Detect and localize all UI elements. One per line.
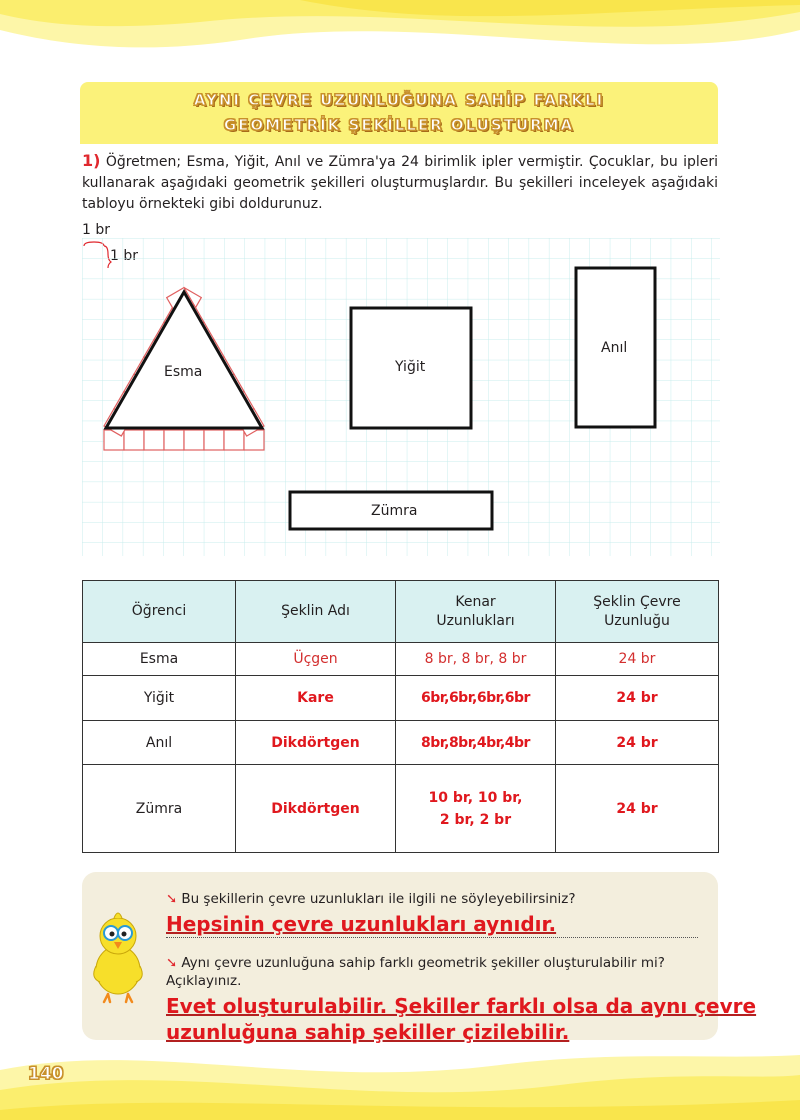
row-shape: Üçgen [236,643,396,676]
zumra-label: Zümra [371,503,418,519]
qa-question-1-text: Bu şekillerin çevre uzunlukları ile ilgili ne söyleyebilirsiniz? [181,891,576,907]
qa-answer-2-line2: uzunluğuna sahip şekiller çizilebilir. [166,1020,570,1044]
question-text [82,150,718,215]
header-perimeter-line1: Şeklin Çevre [593,593,681,610]
table-header-row [83,581,719,643]
qa-answer-1: Hepsinin çevre uzunlukları aynıdır. [166,912,557,936]
row-sides [396,765,556,853]
row-sides-line1: 10 br, 10 br, [428,789,523,806]
row-sides: 6br,6br,6br,6br [396,676,556,721]
page-number: 140 [28,1064,64,1084]
header-perimeter [556,581,719,643]
header-perimeter-line2: Uzunluğu [604,612,670,629]
row-student: Yiğit [83,676,236,721]
row-shape: Dikdörtgen [236,720,396,765]
row-sides: 8br,8br,4br,4br [396,720,556,765]
header-student: Öğrenci [83,581,236,643]
title-line-1: AYNI ÇEVRE UZUNLUĞUNA SAHİP FARKLI [193,91,605,109]
row-perimeter: 24 br [556,720,719,765]
table-row [83,643,719,676]
top-wave-decoration [0,0,800,80]
qa-question-2-text: Aynı çevre uzunluğuna sahip farklı geometrik şekiller oluşturulabilir mi? [181,955,665,971]
row-student: Zümra [83,765,236,853]
header-shape-name: Şeklin Adı [236,581,396,643]
answer-dotted-line [166,937,698,938]
chick-mascot-icon [88,908,148,1004]
check-arrow-icon: ➘ [166,891,178,907]
qa-question-2-line2: Açıklayınız. [166,973,242,989]
unit-horizontal-label: 1 br [82,222,110,238]
header-sides [396,581,556,643]
row-shape: Dikdörtgen [236,765,396,853]
check-arrow-icon: ➘ [166,955,178,971]
header-sides-line2: Uzunlukları [436,612,515,629]
table-row [83,720,719,765]
title-line-2: GEOMETRİK ŞEKİLLER OLUŞTURMA [223,116,575,134]
qa-question-2 [166,954,665,972]
row-student: Anıl [83,720,236,765]
question-body: Öğretmen; Esma, Yiğit, Anıl ve Zümra'ya 24 birimlik ipler vermiştir. Çocuklar, bu ipleri kullanarak aşağıdaki geometrik şekilleri oluşturmuşlardır. Bu şekilleri inceleyek aşağıdaki tabloyu örnekteki gibi doldurunuz. [82,154,718,212]
esma-label: Esma [164,364,203,380]
row-shape: Kare [236,676,396,721]
header-sides-line1: Kenar [455,593,496,610]
row-student: Esma [83,643,236,676]
anil-label: Anıl [601,340,628,356]
table-row [83,765,719,853]
question-number: 1) [82,151,101,170]
qa-question-1 [166,890,576,908]
row-perimeter: 24 br [556,643,719,676]
row-sides: 8 br, 8 br, 8 br [396,643,556,676]
title-banner [80,82,718,144]
perimeter-table [82,580,719,853]
yigit-label: Yiğit [395,359,426,375]
row-perimeter: 24 br [556,676,719,721]
table-row [83,676,719,721]
row-perimeter: 24 br [556,765,719,853]
qa-answer-2-line1: Evet oluşturulabilir. Şekiller farklı olsa da aynı çevre [166,994,757,1018]
row-sides-line2: 2 br, 2 br [439,811,512,828]
